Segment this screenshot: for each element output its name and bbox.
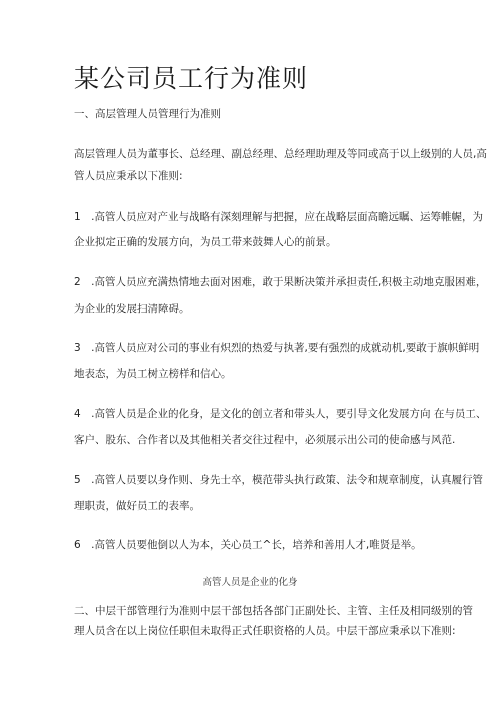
- intro-line-1: 高层管理人员为董事长、总经理、副总经理、总经理助理及等同或高于以上级别的人员,高: [74, 148, 487, 160]
- item-5-line-1: 5 .高管人员要以身作则、身先士卒，模范带头执行政策、法令和规章制度，认真履行管: [74, 474, 484, 486]
- item-4-line-2: 客户、股东、合作者以及其他相关者交往过程中，必须展示出公司的使命感与风范.: [74, 434, 456, 446]
- intro-line-2: 管人员应秉承以下准则:: [74, 170, 183, 182]
- section2-line-2: 理人员含在以上岗位任职但未取得正式任职资格的人员。中层干部应秉承以下准则:: [74, 625, 456, 637]
- item-1-line-1: 1 .高管人员应对产业与战略有深刻理解与把握，应在战略层面高瞻远瞩、运筹帷幄，为: [74, 211, 484, 223]
- item-4-line-1: 4 .高管人员是企业的化身，是文化的创立者和带头人，要引导文化发展方向 在与员工、: [74, 408, 487, 420]
- item-5-line-2: 理职责，做好员工的表率。: [74, 500, 200, 512]
- page-title: 某公司员工行为准则: [74, 64, 309, 93]
- item-3-line-2: 地表态，为员工树立榜样和信心。: [74, 368, 232, 380]
- item-3-line-1: 3 .高管人员应对公司的事业有炽烈的热爱与执著,要有强烈的成就动机,要敢于旗帜鲜明: [74, 342, 480, 354]
- section2-line-1: 二、中层干部管理行为准则中层干部包括各部门正副处长、主管、主任及相同级别的管: [74, 605, 473, 617]
- item-6-line-1: 6 .高管人员要他倒以人为本，关心员工^长，培养和善用人才,唯贤是举。: [74, 539, 422, 551]
- item-2-line-2: 为企业的发展扫清障碍。: [74, 303, 190, 315]
- item-1-line-2: 企业拟定正确的发展方向，为员工带来鼓舞人心的前景。: [74, 236, 337, 248]
- item-2-line-1: 2 .高管人员应充满热情地去面对困难，敢于果断决策并承担责任,积极主动地克服困难，: [74, 276, 487, 288]
- section1-heading: 一、高层管理人员管理行为准则: [74, 108, 221, 120]
- caption: 高管人员是企业的化身: [202, 577, 298, 588]
